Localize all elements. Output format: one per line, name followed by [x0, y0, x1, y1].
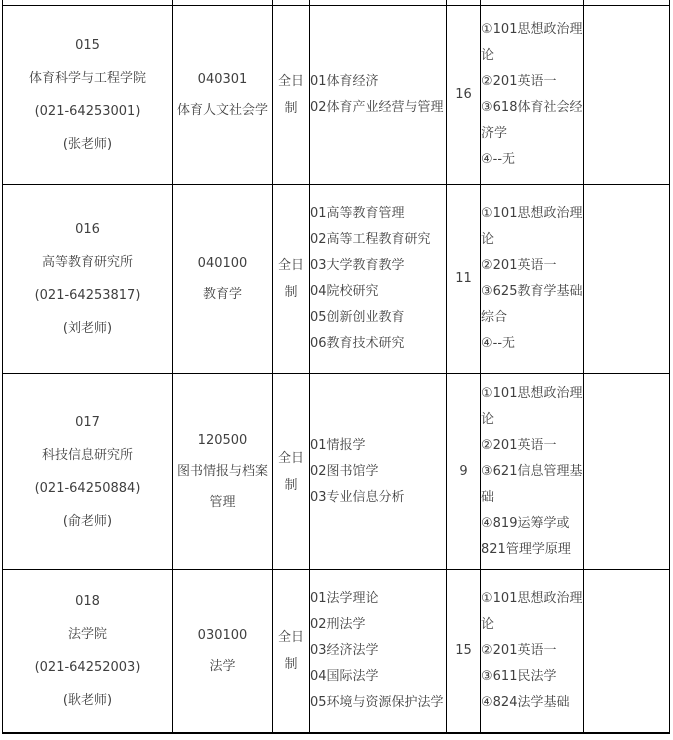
research-direction-item: 01体育经济 — [310, 74, 379, 89]
research-direction-item: 05环境与资源保护法学 — [310, 695, 444, 710]
exam-subject-item: ③625教育学基础综合 — [481, 284, 583, 325]
exam-subject-item: ④824法学基础 — [481, 695, 570, 710]
study-mode-cell — [273, 6, 310, 185]
exam-subject-item: ③618体育社会经济学 — [481, 100, 583, 141]
remarks-cell — [584, 570, 670, 734]
exam-subject-item: ③611民法学 — [481, 669, 557, 684]
remarks-cell — [584, 185, 670, 374]
department-phone: (021-64252003) — [34, 660, 141, 675]
research-direction-item: 05创新创业教育 — [310, 310, 405, 325]
department-teacher: (俞老师) — [62, 513, 113, 529]
table-row — [3, 374, 670, 570]
major-code: 040100 — [197, 256, 248, 271]
remarks-cell — [584, 6, 670, 185]
major-name: 法学 — [209, 659, 236, 674]
exam-subjects-cell — [481, 570, 584, 734]
major-cell — [173, 185, 273, 374]
study-mode-cell — [273, 374, 310, 570]
exam-subject-item: ①101思想政治理论 — [481, 206, 583, 247]
major-name: 体育人文社会学 — [176, 103, 268, 118]
department-phone: (021-64250884) — [34, 480, 141, 496]
exam-subjects-cell — [481, 6, 584, 185]
department-code: 018 — [75, 594, 100, 609]
remarks-cell — [584, 374, 670, 570]
major-code: 120500 — [197, 433, 248, 448]
major-cell — [173, 374, 273, 570]
research-direction-item: 03经济法学 — [310, 643, 379, 658]
department-teacher: (刘老师) — [62, 321, 113, 336]
major-name: 图书情报与档案管理 — [176, 464, 268, 510]
research-direction-item: 02刑法学 — [310, 617, 366, 632]
exam-subject-item: ①101思想政治理论 — [481, 22, 583, 63]
research-directions-cell — [310, 185, 447, 374]
quota-value: 11 — [455, 271, 472, 286]
department-name: 高等教育研究所 — [41, 255, 133, 270]
department-name: 科技信息研究所 — [41, 447, 133, 463]
exam-subject-item: ②201英语一 — [481, 258, 557, 273]
study-mode-cell — [273, 570, 310, 734]
study-mode-cell — [273, 185, 310, 374]
study-mode-label: 全日制 — [277, 630, 304, 672]
department-phone: (021-64253817) — [34, 288, 141, 303]
quota-cell — [447, 185, 481, 374]
table-row — [3, 570, 670, 734]
table-row — [3, 6, 670, 185]
exam-subject-item: ①101思想政治理论 — [481, 385, 583, 427]
research-direction-item: 02高等工程教育研究 — [310, 232, 431, 247]
quota-value: 15 — [455, 643, 472, 658]
research-direction-item: 03大学教育教学 — [310, 258, 405, 273]
research-directions-cell — [310, 570, 447, 734]
department-cell — [3, 570, 173, 734]
research-direction-item: 03专业信息分析 — [310, 489, 405, 505]
research-direction-item: 04院校研究 — [310, 284, 379, 299]
research-directions-cell — [310, 374, 447, 570]
research-direction-item: 01高等教育管理 — [310, 206, 405, 221]
quota-value: 9 — [459, 463, 468, 479]
quota-cell — [447, 570, 481, 734]
research-direction-item: 01法学理论 — [310, 591, 379, 606]
table-row — [3, 185, 670, 374]
exam-subject-item: ②201英语一 — [481, 643, 557, 658]
department-teacher: (耿老师) — [62, 693, 113, 708]
quota-cell — [447, 374, 481, 570]
department-teacher: (张老师) — [62, 137, 113, 152]
study-mode-label: 全日制 — [277, 450, 304, 493]
department-name: 法学院 — [67, 627, 107, 642]
exam-subject-item: ④--无 — [481, 152, 516, 167]
admissions-table — [2, 0, 670, 734]
research-direction-item: 06教育技术研究 — [310, 336, 405, 351]
exam-subject-item: ②201英语一 — [481, 74, 557, 89]
research-directions-cell — [310, 6, 447, 185]
department-cell — [3, 185, 173, 374]
research-direction-item: 01情报学 — [310, 437, 366, 453]
major-cell — [173, 6, 273, 185]
study-mode-label: 全日制 — [277, 258, 304, 300]
exam-subject-item: ④819运筹学或821管理学原理 — [481, 515, 571, 557]
major-cell — [173, 570, 273, 734]
exam-subject-item: ②201英语一 — [481, 437, 557, 453]
quota-value: 16 — [455, 87, 472, 102]
department-cell — [3, 6, 173, 185]
research-direction-item: 02体育产业经营与管理 — [310, 100, 444, 115]
quota-cell — [447, 6, 481, 185]
exam-subject-item: ①101思想政治理论 — [481, 591, 583, 632]
department-code: 017 — [75, 414, 100, 430]
major-code: 030100 — [197, 628, 248, 643]
major-code: 040301 — [197, 72, 248, 87]
research-direction-item: 02图书馆学 — [310, 463, 379, 479]
exam-subjects-cell — [481, 185, 584, 374]
department-code: 015 — [75, 38, 100, 53]
exam-subject-item: ③621信息管理基础 — [481, 463, 583, 505]
department-phone: (021-64253001) — [34, 104, 141, 119]
department-code: 016 — [75, 222, 100, 237]
research-direction-item: 04国际法学 — [310, 669, 379, 684]
department-name: 体育科学与工程学院 — [28, 71, 146, 86]
department-cell — [3, 374, 173, 570]
major-name: 教育学 — [202, 287, 242, 302]
exam-subjects-cell — [481, 374, 584, 570]
study-mode-label: 全日制 — [277, 74, 304, 116]
exam-subject-item: ④--无 — [481, 336, 516, 351]
